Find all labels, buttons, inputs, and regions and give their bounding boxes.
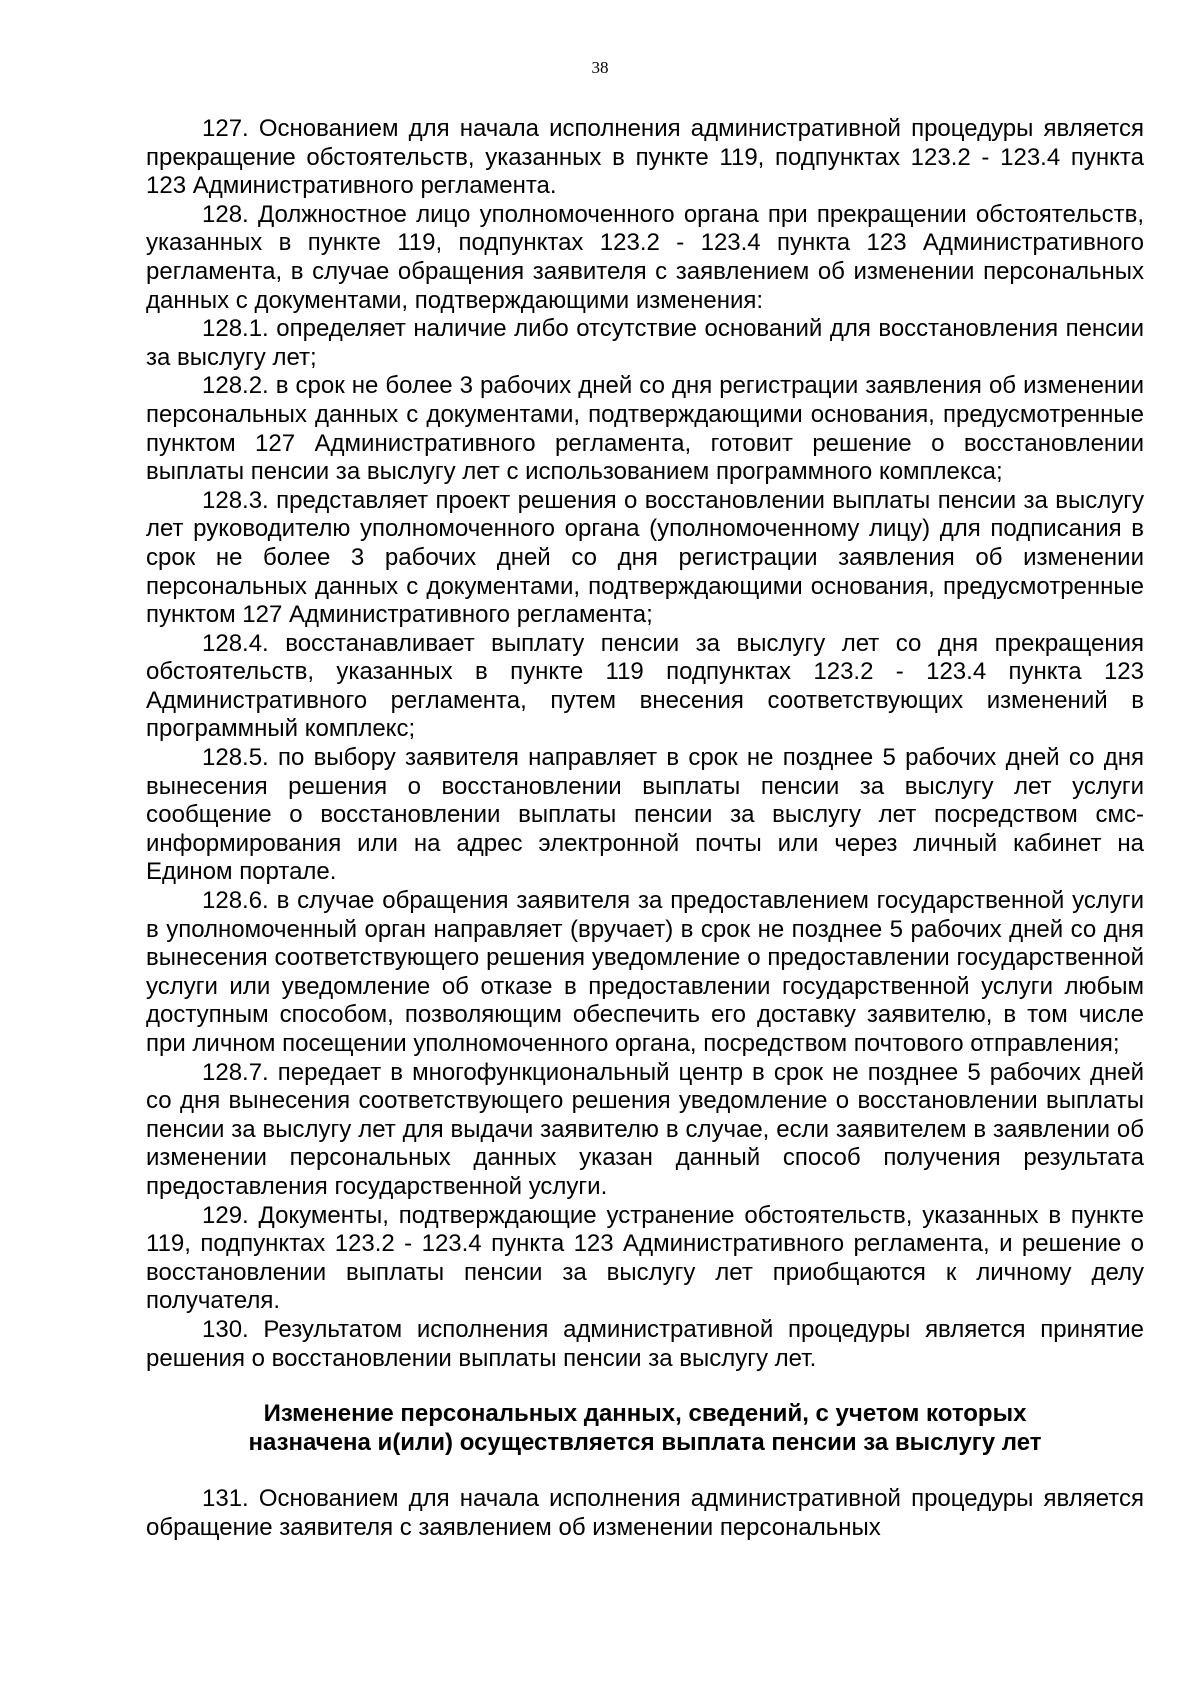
paragraph-130: 130. Результатом исполнения административной процедуры является принятие решения о восстановлении выплаты пенсии за выслугу лет. (146, 1315, 1144, 1372)
paragraph-131: 131. Основанием для начала исполнения административной процедуры является обращение заявителя с заявлением об изменении персональных (146, 1485, 1144, 1541)
paragraph-127: 127. Основанием для начала исполнения административной процедуры является прекращение обстоятельств, указанных в пункте 119, подпунктах 123.2 - 123.4 пункта 123 Административного регламента. (146, 115, 1144, 200)
paragraph-128-1: 128.1. определяет наличие либо отсутствие оснований для восстановления пенсии за выслугу лет; (146, 315, 1144, 371)
paragraph-128-4: 128.4. восстанавливает выплату пенсии за выслугу лет со дня прекращения обстоятельств, указанных в пункте 119 подпунктах 123.2 - 123.4 пункта 123 Административного регламента, путем внесения соответствующих изменений в программный комплекс; (146, 629, 1144, 743)
paragraph-129: 129. Документы, подтверждающие устранение обстоятельств, указанных в пункте 119, подпунктах 123.2 - 123.4 пункта 123 Административного регламента, и решение о восстановлении выплаты пенсии за выслугу лет приобщаются к личному делу получателя. (146, 1201, 1144, 1315)
section-heading-line-2: назначена и(или) осуществляется выплата пенсии за выслугу лет (248, 1428, 1042, 1456)
section-heading-line-1: Изменение персональных данных, сведений, с учетом которых (263, 1400, 1027, 1428)
paragraph-128: 128. Должностное лицо уполномоченного органа при прекращении обстоятельств, указанных в пункте 119, подпунктах 123.2 - 123.4 пункта 123 Административного регламента, в случае обращения заявителя с заявлением об изменении персональных данных с документами, подтверждающими изменения: (146, 200, 1144, 314)
paragraph-128-5: 128.5. по выбору заявителя направляет в срок не позднее 5 рабочих дней со дня вынесения решения о восстановлении выплаты пенсии за выслугу лет услуги сообщение о восстановлении выплаты пенсии за выслугу лет посредством смс-информирования или на адрес электронной почты или через личный кабинет на Едином портале. (146, 744, 1144, 886)
paragraph-128-7: 128.7. передает в многофункциональный центр в срок не позднее 5 рабочих дней со дня вынесения соответствующего решения уведомление о восстановлении выплаты пенсии за выслугу лет для выдачи заявителю в случае, если заявителем в заявлении об изменении персональных данных указан данный способ получения результата предоставления государственной услуги. (146, 1058, 1144, 1200)
section-heading (146, 1400, 1144, 1457)
paragraph-128-6: 128.6. в случае обращения заявителя за предоставлением государственной услуги в уполномоченный орган направляет (вручает) в срок не позднее 5 рабочих дней со дня вынесения соответствующего решения уведомление о предоставлении государственной услуги или уведомление об отказе в предоставлении государственной услуги любым доступным способом, позволяющим обеспечить его доставку заявителю, в том числе при личном посещении уполномоченного органа, посредством почтового отправления; (146, 887, 1144, 1057)
paragraph-128-3: 128.3. представляет проект решения о восстановлении выплаты пенсии за выслугу лет руководителю уполномоченного органа (уполномоченному лицу) для подписания в срок не более 3 рабочих дней со дня регистрации заявления об изменении персональных данных с документами, подтверждающими основания, предусмотренные пунктом 127 Административного регламента; (146, 486, 1144, 629)
page-number: 38 (591, 58, 609, 77)
paragraph-128-2: 128.2. в срок не более 3 рабочих дней со дня регистрации заявления об изменении персональных данных с документами, подтверждающими основания, предусмотренные пунктом 127 Административного регламента, готовит решение о восстановлении выплаты пенсии за выслугу лет с использованием программного комплекса; (146, 372, 1144, 486)
document-body (146, 115, 1144, 1543)
